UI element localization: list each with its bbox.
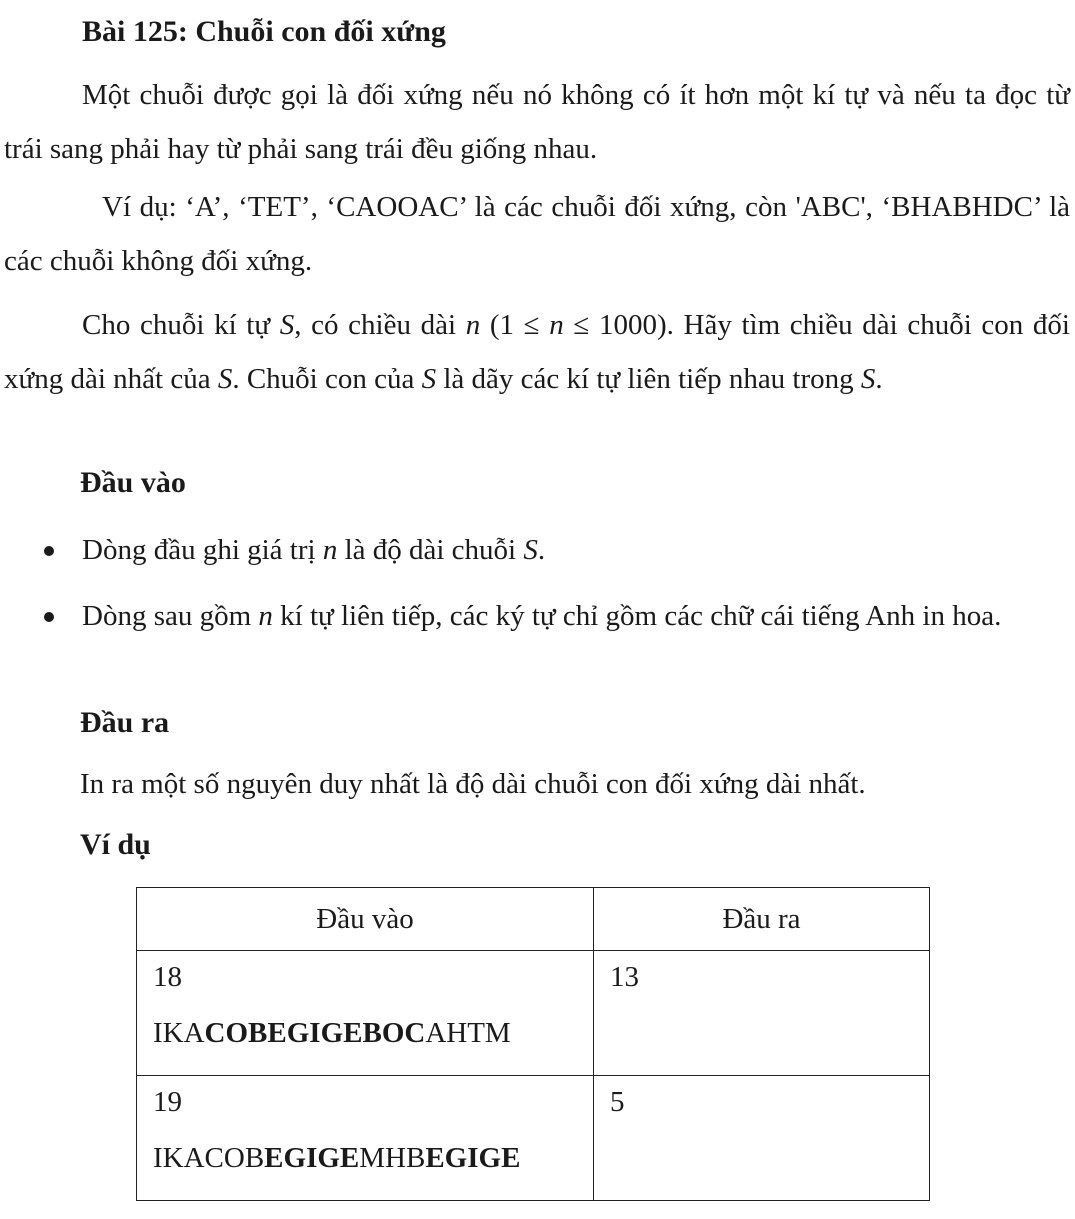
input-n: 19 bbox=[153, 1086, 182, 1118]
input-bullet-1 bbox=[82, 524, 1072, 576]
intro-paragraph-1: Một chuỗi được gọi là đối xứng nếu nó không có ít hơn một kí tự và nếu ta đọc từ trái sang phải hay từ phải sang trái đều giống nhau. bbox=[4, 79, 1070, 165]
input-cell bbox=[137, 1076, 594, 1201]
output-value: 5 bbox=[610, 1086, 625, 1118]
output-cell bbox=[594, 951, 930, 1076]
output-description: In ra một số nguyên duy nhất là độ dài chuỗi con đối xứng dài nhất. bbox=[80, 768, 866, 800]
input-cell bbox=[137, 951, 594, 1076]
input-n: 18 bbox=[153, 961, 182, 993]
p3-var-n: n bbox=[465, 309, 481, 341]
example-heading: Ví dụ bbox=[80, 828, 151, 861]
p3-text-b: , có chiều dài bbox=[294, 309, 466, 341]
string-palindrome-part: EGIGE bbox=[425, 1142, 521, 1174]
string-palindrome-part: EGIGE bbox=[264, 1142, 360, 1174]
p3-var-s: S bbox=[860, 363, 876, 395]
table-header-row bbox=[137, 888, 930, 951]
input-string bbox=[153, 1132, 577, 1184]
table-row bbox=[137, 1076, 930, 1201]
problem-title: Bài 125: Chuỗi con đối xứng bbox=[82, 15, 446, 48]
bullet2-text-b: kí tự liên tiếp, các ký tự chỉ gồm các chữ cái tiếng Anh in hoa. bbox=[272, 600, 1002, 632]
string-part: MHB bbox=[359, 1142, 426, 1174]
string-part: AHTM bbox=[425, 1017, 511, 1049]
p3-var-n: n bbox=[549, 309, 564, 341]
output-cell bbox=[594, 1076, 930, 1201]
bullet-dot-icon bbox=[44, 612, 54, 622]
table-row bbox=[137, 951, 930, 1076]
column-header-input: Đầu vào bbox=[137, 888, 594, 951]
p3-text-f: là dãy các kí tự liên tiếp nhau trong bbox=[436, 363, 861, 395]
bullet1-text-a: Dòng đầu ghi giá trị bbox=[82, 534, 323, 566]
string-palindrome-part: COBEGIGEBOC bbox=[204, 1017, 426, 1049]
bullet1-var-s: S bbox=[523, 534, 538, 566]
intro-paragraph-2: Ví dụ: ‘A’, ‘TET’, ‘CAOOAC’ là các chuỗi đối xứng, còn 'ABC', ‘BHABHDC’ là các chuỗi không đối xứng. bbox=[4, 191, 1070, 277]
bullet1-var-n: n bbox=[322, 534, 338, 566]
bullet1-text-c: . bbox=[537, 534, 546, 566]
p3-text-d: ≤ 1000). Hãy tìm chiều dài chuỗi con đối xứng dài nhất của bbox=[4, 309, 1070, 395]
bullet-dot-icon bbox=[44, 546, 54, 556]
p3-text-a: Cho chuỗi kí tự bbox=[82, 309, 280, 341]
input-bullet-2 bbox=[82, 590, 1072, 642]
p3-var-s: S bbox=[421, 363, 437, 395]
bullet2-text-a: Dòng sau gồm bbox=[82, 600, 259, 632]
string-part: IKACOB bbox=[153, 1142, 265, 1174]
intro-paragraph-3 bbox=[4, 298, 1070, 406]
column-header-output: Đầu ra bbox=[594, 888, 930, 951]
string-part: IKA bbox=[153, 1017, 205, 1049]
p3-text-c: (1 ≤ bbox=[480, 309, 550, 341]
example-table bbox=[136, 887, 930, 1201]
output-heading: Đầu ra bbox=[80, 706, 170, 739]
p3-text-g: . bbox=[875, 363, 883, 395]
output-value: 13 bbox=[610, 961, 639, 993]
input-string bbox=[153, 1007, 577, 1059]
p3-var-s: S bbox=[217, 363, 233, 395]
p3-var-s: S bbox=[279, 309, 295, 341]
input-heading: Đầu vào bbox=[80, 466, 186, 499]
bullet1-text-b: là độ dài chuỗi bbox=[337, 534, 524, 566]
bullet2-var-n: n bbox=[258, 600, 273, 632]
p3-text-e: . Chuỗi con của bbox=[232, 363, 422, 395]
